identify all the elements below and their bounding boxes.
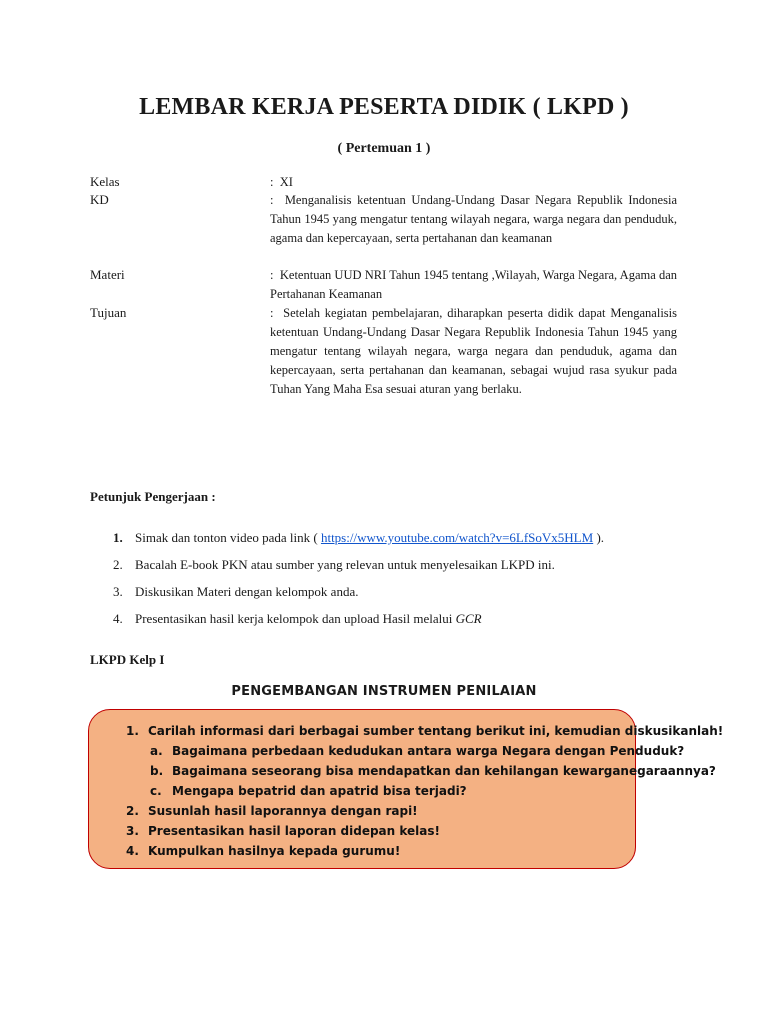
step-number: 3.: [113, 584, 123, 599]
kelas-text: XI: [279, 175, 293, 189]
step-text: Simak dan tonton video pada link (: [135, 530, 321, 545]
kelas-label: Kelas: [90, 174, 120, 189]
step-item: [113, 584, 358, 600]
step-number: 4.: [113, 611, 123, 626]
step-item: [113, 530, 604, 546]
task-text: Bagaimana seseorang bisa mendapatkan dan kehilangan kewarganegaraannya?: [172, 764, 716, 778]
task-number: 3.: [126, 824, 139, 838]
task-item: [126, 824, 440, 838]
step-number: 2.: [113, 557, 123, 572]
task-subitem: [150, 744, 684, 758]
task-text: Susunlah hasil laporannya dengan rapi!: [148, 804, 418, 818]
tujuan-value: [270, 304, 677, 399]
task-letter: a.: [150, 744, 163, 758]
task-text: Kumpulkan hasilnya kepada gurumu!: [148, 844, 401, 858]
separator: :: [270, 193, 274, 207]
step-item: [113, 557, 555, 573]
separator: :: [270, 175, 274, 189]
kd-value: [270, 191, 677, 248]
step-text: Diskusikan Materi dengan kelompok anda.: [135, 584, 359, 599]
tujuan-label: Tujuan: [90, 305, 127, 320]
task-letter: c.: [150, 784, 162, 798]
task-subitem: [150, 764, 716, 778]
kd-text: Menganalisis ketentuan Undang-Undang Dasar Negara Republik Indonesia Tahun 1945 yang mengatur tentang wilayah negara, warga negara dan penduduk, agama dan kepercayaan, serta pertahanan dan keamanan: [270, 193, 677, 245]
step-item: [113, 611, 482, 627]
step-text: Bacalah E-book PKN atau sumber yang relevan untuk menyelesaikan LKPD ini.: [135, 557, 555, 572]
kd-label: KD: [90, 192, 109, 207]
task-text: Presentasikan hasil laporan didepan kelas!: [148, 824, 440, 838]
step-text-end: ).: [593, 530, 605, 545]
separator: :: [270, 268, 274, 282]
tujuan-text: Setelah kegiatan pembelajaran, diharapkan peserta didik dapat Menganalisis ketentuan Undang-Undang Dasar Negara Republik Indonesia Tahun 1945 yang mengatur tentang wilayah negara, warga negara dan penduduk, agama dan kepercayaan, serta pertahanan dan keamanan, sebagai wujud rasa syukur pada Tuhan Yang Maha Esa sesuai aturan yang berlaku.: [270, 306, 677, 396]
page-title: LEMBAR KERJA PESERTA DIDIK ( LKPD ): [139, 94, 629, 120]
task-number: 4.: [126, 844, 139, 858]
separator: :: [270, 306, 274, 320]
gcr-text: GCR: [455, 611, 482, 626]
lkpd-heading: LKPD Kelp I: [90, 652, 165, 667]
task-item: [126, 804, 418, 818]
task-subitem: [150, 784, 467, 798]
step-text: Presentasikan hasil kerja kelompok dan upload Hasil melalui: [135, 611, 456, 626]
kelas-value: [270, 173, 677, 192]
task-item: [126, 724, 723, 738]
step-number: 1.: [113, 530, 123, 545]
task-text: Carilah informasi dari berbagai sumber tentang berikut ini, kemudian diskusikanlah!: [148, 724, 724, 738]
task-number: 1.: [126, 724, 139, 738]
materi-label: Materi: [90, 267, 125, 282]
box-title: PENGEMBANGAN INSTRUMEN PENILAIAN: [231, 684, 537, 699]
page-subtitle: ( Pertemuan 1 ): [337, 141, 431, 156]
youtube-link[interactable]: https://www.youtube.com/watch?v=6LfSoVx5HLM: [320, 530, 594, 545]
task-number: 2.: [126, 804, 139, 818]
task-box: [88, 709, 724, 869]
task-letter: b.: [150, 764, 164, 778]
task-item: [126, 844, 400, 858]
task-text: Bagaimana perbedaan kedudukan antara warga Negara dengan Penduduk?: [172, 744, 685, 758]
materi-value: [270, 266, 677, 304]
materi-text: Ketentuan UUD NRI Tahun 1945 tentang ,Wilayah, Warga Negara, Agama dan Pertahanan Keamanan: [270, 268, 677, 301]
petunjuk-heading: Petunjuk Pengerjaan :: [90, 489, 216, 504]
task-text: Mengapa bepatrid dan apatrid bisa terjadi?: [172, 784, 467, 798]
